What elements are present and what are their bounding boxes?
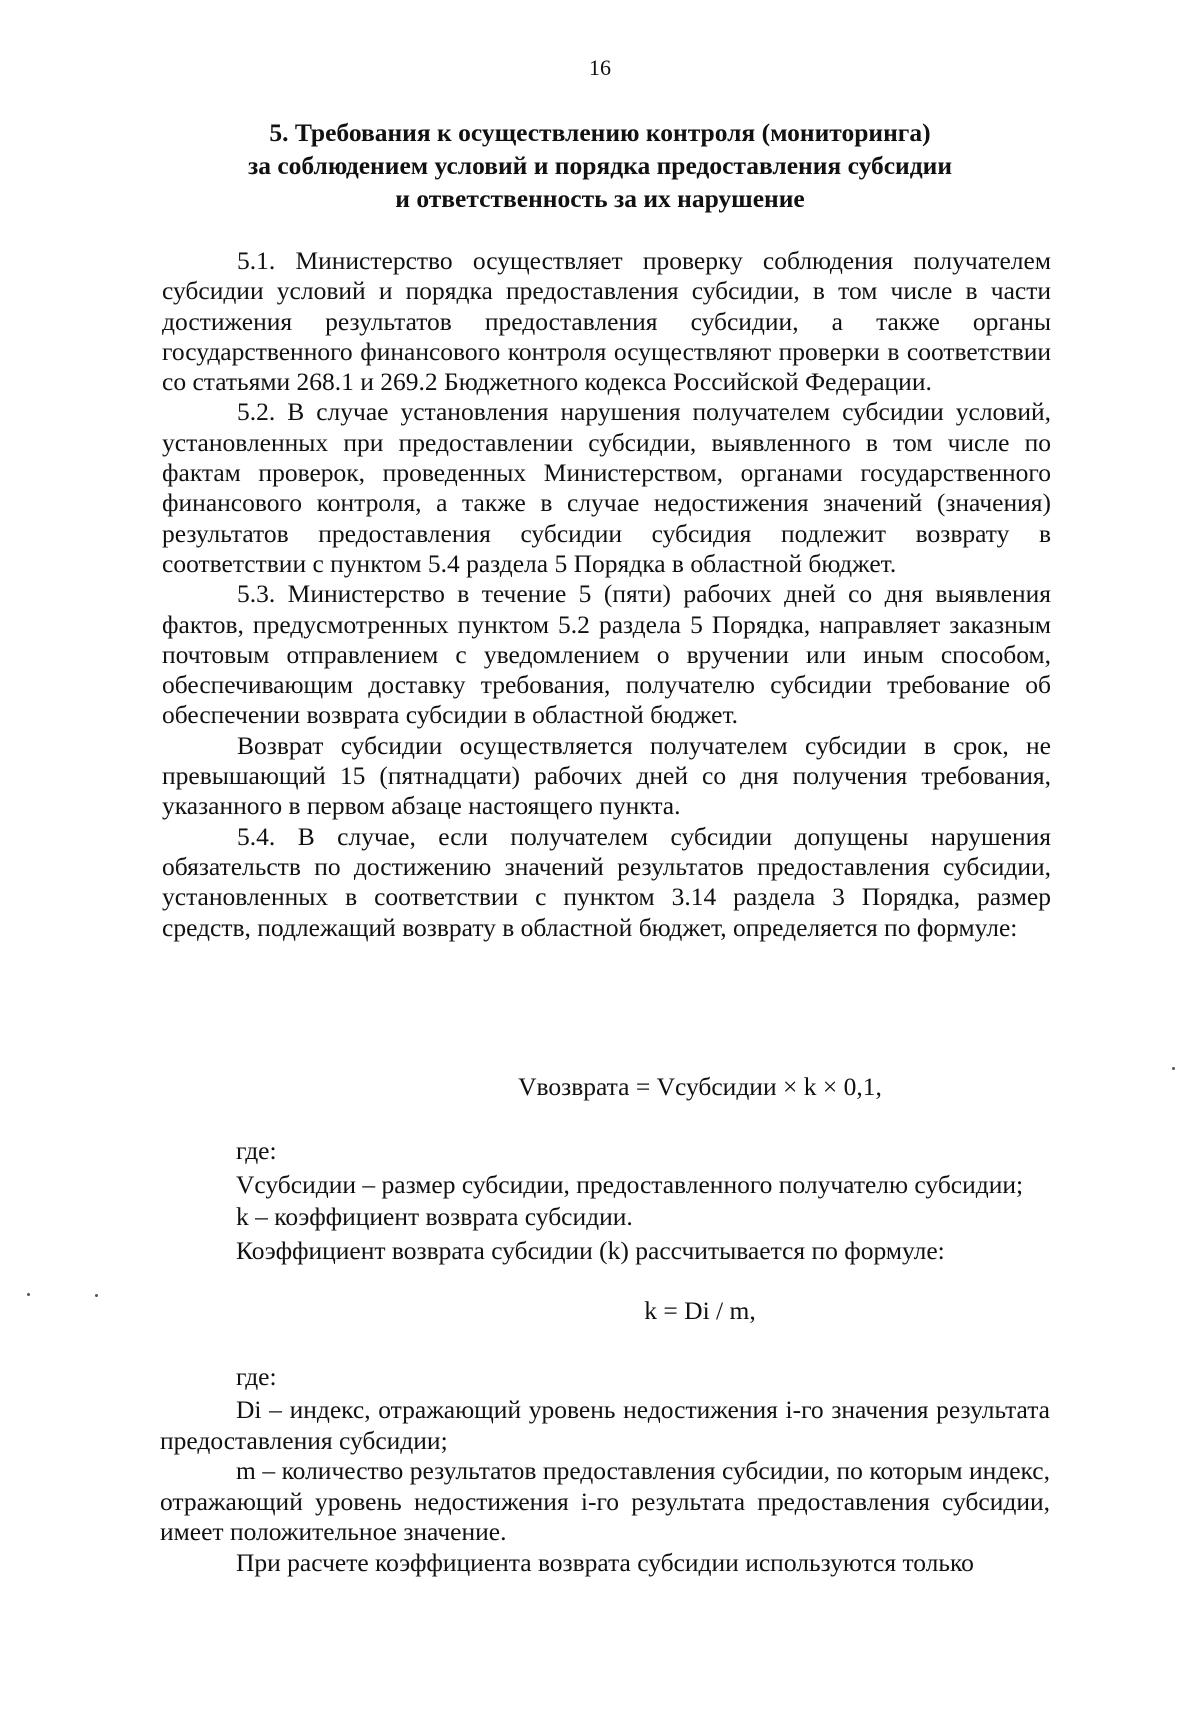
- body-text: [162, 246, 1051, 943]
- definition-m: m – количество результатов предоставления субсидии, по которым индекс, отражающий уровень недостижения i-го результата предоставления субсидии, имеет положительное значение.: [160, 1456, 1050, 1546]
- paragraph-5-1: 5.1. Министерство осуществляет проверку соблюдения получателем субсидии условий и порядка предоставления субсидии, в том числе в части достижения результатов предоставления субсидии, а также органы государственного финансового контроля осуществляют проверки в соответствии со статьями 268.1 и 269.2 Бюджетного кодекса Российской Федерации.: [162, 246, 1051, 397]
- definition-k: k – коэффициент возврата субсидии.: [236, 1202, 633, 1231]
- section-heading: [160, 116, 1040, 215]
- heading-line-1: 5. Требования к осуществлению контроля (мониторинга): [269, 118, 931, 147]
- where-label-1: где:: [236, 1136, 277, 1165]
- definition-di: Di – индекс, отражающий уровень недостижения i-го значения результата предоставления субсидии;: [160, 1395, 1050, 1455]
- paragraph-5-3: 5.3. Министерство в течение 5 (пяти) рабочих дней со дня выявления фактов, предусмотренных пунктом 5.2 раздела 5 Порядка, направляет заказным почтовым отправлением с уведомлением о вручении или иным способом, обеспечивающим доставку требования, получателю субсидии требование об обеспечении возврата субсидии в областной бюджет.: [162, 579, 1051, 730]
- k-intro: Коэффициент возврата субсидии (k) рассчитывается по формуле:: [236, 1236, 945, 1265]
- definition-v-subsidy: Vсубсидии – размер субсидии, предоставленного получателю субсидии;: [236, 1170, 1024, 1199]
- heading-line-2: за соблюдением условий и порядка предоставления субсидии: [247, 151, 953, 180]
- page-number: 16: [589, 55, 611, 80]
- heading-line-3: и ответственность за их нарушение: [395, 184, 805, 213]
- paragraph-5-2: 5.2. В случае установления нарушения получателем субсидии условий, установленных при предоставлении субсидии, выявленного в том числе по фактам проверок, проведенных Министерством, органами государственного финансового контроля, а также в случае недостижения значений (значения) результатов предоставления субсидии субсидия подлежит возврату в соответствии с пунктом 5.4 раздела 5 Порядка в областной бюджет.: [162, 397, 1051, 578]
- last-line-block: [160, 1548, 1050, 1579]
- paragraph-return: Возврат субсидии осуществляется получателем субсидии в срок, не превышающий 15 (пятнадцати) рабочих дней со дня получения требования, указанного в первом абзаце настоящего пункта.: [162, 730, 1051, 821]
- formula-return-amount: Vвозврата = Vсубсидии × k × 0,1,: [518, 1072, 882, 1101]
- formula-k: k = Di / m,: [644, 1296, 756, 1325]
- scan-speck: [27, 1293, 30, 1296]
- scan-speck: [95, 1294, 98, 1297]
- scan-speck: [1172, 1067, 1175, 1070]
- paragraph-5-4: 5.4. В случае, если получателем субсидии допущены нарушения обязательств по достижению значений результатов предоставления субсидии, установленных в соответствии с пунктом 3.14 раздела 3 Порядка, размер средств, подлежащий возврату в областной бюджет, определяется по формуле:: [162, 821, 1051, 942]
- last-line: При расчете коэффициента возврата субсидии используются только: [236, 1548, 974, 1577]
- definitions-block: [160, 1395, 1050, 1548]
- where-label-2: где:: [236, 1362, 277, 1391]
